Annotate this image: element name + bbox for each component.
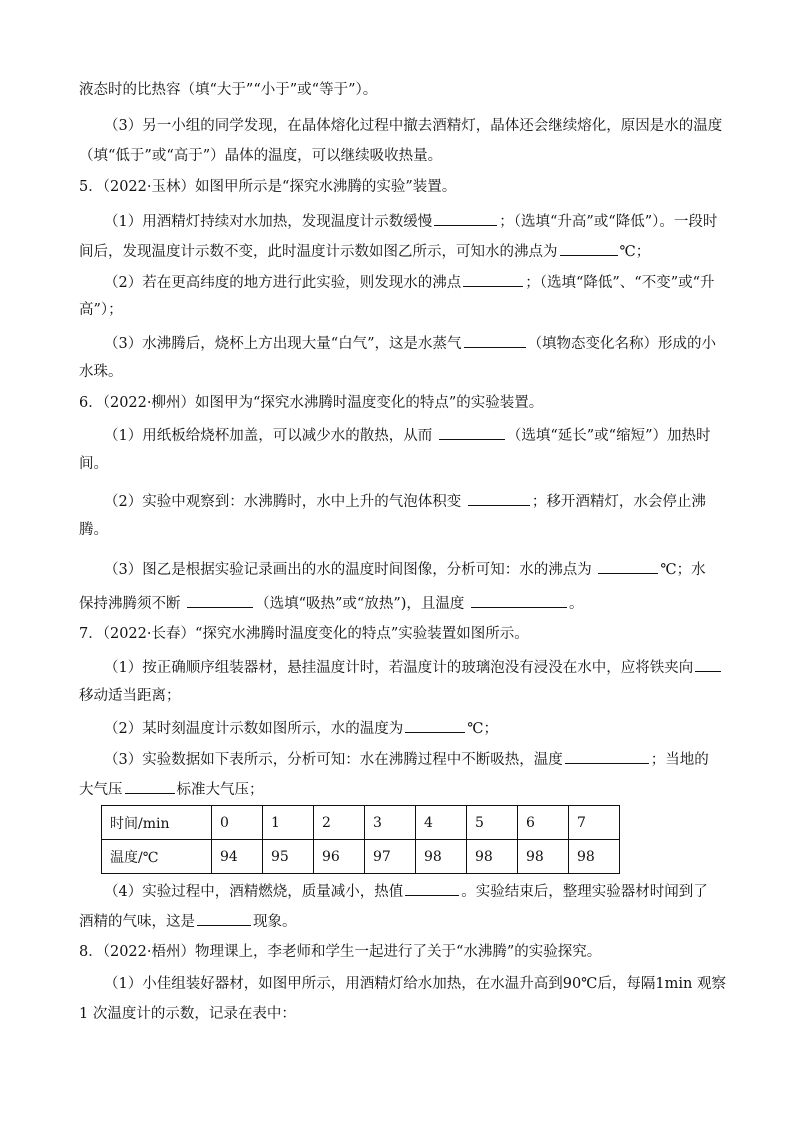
text-line (104, 748, 709, 770)
text-segment: （1）用纸板给烧杯加盖，可以减少水的散热，从而 (104, 428, 437, 444)
text-line (79, 942, 601, 962)
text-line (79, 393, 543, 413)
table-cell: 97 (365, 840, 416, 874)
answer-blank[interactable] (125, 778, 175, 794)
answer-blank[interactable] (565, 748, 649, 764)
table-cell: 1 (263, 806, 314, 840)
table-header-cell: 温度/℃ (102, 840, 212, 874)
text-segment: （选填“吸热”或“放热”)，且温度 (255, 596, 470, 612)
answer-blank[interactable] (405, 717, 465, 733)
text-line (104, 490, 706, 512)
text-segment: 保持沸腾须不断 (79, 596, 186, 612)
text-segment: （2）若在更高纬度的地方进行此实验，则发现水的沸点 (104, 275, 462, 291)
text-line (79, 592, 584, 614)
boiling-data-table (101, 805, 620, 874)
text-line (104, 717, 498, 739)
text-segment: （4）实验过程中，酒精燃烧，质量减小，热值 (104, 884, 404, 900)
text-segment: ；移开酒精灯，水会停止沸 (531, 494, 706, 510)
text-segment: 腾。 (79, 522, 108, 538)
text-segment: 水珠。 (79, 364, 123, 380)
table-cell: 98 (416, 840, 467, 874)
text-segment: （3）另一小组的同学发现，在晶体熔化过程中撤去酒精灯，晶体还会继续熔化，原因是水的温度 (104, 118, 723, 134)
text-segment: （2）实验中观察到：水沸腾时，水中上升的气泡体积变 (104, 494, 466, 510)
text-segment: ℃； (467, 721, 498, 737)
text-segment: 6．（2022·柳州）如图甲为“探究水沸腾时温度变化的特点”的实验装置。 (79, 395, 544, 411)
text-line (104, 974, 726, 994)
text-line (79, 520, 108, 540)
table-header-cell: 时间/min (102, 806, 212, 840)
text-line (104, 656, 723, 678)
text-line (79, 80, 377, 100)
answer-blank[interactable] (695, 656, 721, 672)
text-segment: ℃；水 (660, 562, 706, 578)
text-segment: （2）某时刻温度计示数如图所示，水的温度为 (104, 721, 404, 737)
text-line (79, 910, 297, 932)
table-cell: 95 (263, 840, 314, 874)
table-cell: 2 (314, 806, 365, 840)
text-segment: ；当地的 (650, 752, 709, 768)
answer-blank[interactable] (560, 240, 618, 256)
answer-blank[interactable] (197, 910, 251, 926)
answer-blank[interactable] (439, 424, 505, 440)
table-cell: 98 (467, 840, 518, 874)
answer-blank[interactable] (598, 558, 658, 574)
answer-blank[interactable] (187, 592, 253, 608)
text-line (79, 146, 442, 166)
text-line (79, 1004, 296, 1024)
text-line (104, 210, 717, 232)
table-row (102, 840, 620, 874)
text-line (104, 880, 708, 902)
text-line (79, 454, 108, 474)
table-row (102, 806, 620, 840)
text-segment: 标准大气压； (176, 782, 264, 798)
table-cell: 98 (569, 840, 620, 874)
text-segment: （1）小佳组装好器材，如图甲所示，用酒精灯给水加热，在水温升高到90℃后，每隔1min 观察 (104, 976, 726, 992)
text-segment: （3）图乙是根据实验记录画出的水的温度时间图像，分析可知：水的沸点为 (104, 562, 597, 578)
text-line (104, 424, 711, 446)
text-line (104, 271, 715, 293)
table-cell: 3 (365, 806, 416, 840)
text-segment: 高”）； (79, 302, 123, 318)
text-segment: 间后，发现温度计示数不变，此时温度计示数如图乙所示，可知水的沸点为 (79, 244, 558, 260)
text-line (104, 332, 716, 354)
text-line (79, 240, 650, 262)
text-line (79, 778, 264, 800)
text-segment: 大气压 (79, 782, 123, 798)
answer-blank[interactable] (464, 332, 526, 348)
text-segment: 移动适当距离； (79, 688, 181, 704)
table-cell: 98 (518, 840, 569, 874)
answer-blank[interactable] (405, 880, 459, 896)
text-segment: （填“低于”或“高于”）晶体的温度，可以继续吸收热量。 (79, 148, 443, 164)
text-segment: 酒精的气味，这是 (79, 914, 195, 930)
text-segment: ；（选填“升高”或“降低”）。一段时 (499, 214, 718, 230)
text-segment: 间。 (79, 456, 108, 472)
table-cell: 96 (314, 840, 365, 874)
text-line (104, 116, 722, 136)
table-cell: 94 (212, 840, 263, 874)
table-cell: 4 (416, 806, 467, 840)
text-segment: 7．（2022·长春）“探究水沸腾时温度变化的特点”实验装置如图所示。 (79, 626, 529, 642)
text-segment: （填物态变化名称）形成的小 (527, 336, 717, 352)
text-line (79, 177, 456, 197)
text-line (79, 686, 181, 706)
text-line (79, 300, 123, 320)
text-segment: ；（选填“降低”、“不变”或“升 (525, 275, 715, 291)
answer-blank[interactable] (471, 592, 567, 608)
text-line (104, 558, 706, 580)
text-segment: （1）按正确顺序组装器材，悬挂温度计时，若温度计的玻璃泡没有浸没在水中，应将铁夹向 (104, 660, 694, 676)
text-line (79, 362, 123, 382)
text-segment: 。 (569, 596, 584, 612)
table-cell: 0 (212, 806, 263, 840)
text-segment: （1）用酒精灯持续对水加热，发现温度计示数缓慢 (104, 214, 433, 230)
text-segment: 现象。 (253, 914, 297, 930)
table-cell: 5 (467, 806, 518, 840)
text-segment: （选填“延长”或“缩短”）加热时 (506, 428, 711, 444)
answer-blank[interactable] (463, 271, 523, 287)
text-segment: 1 次温度计的示数，记录在表中： (79, 1006, 296, 1022)
answer-blank[interactable] (468, 490, 530, 506)
text-segment: 8．（2022·梧州）物理课上，李老师和学生一起进行了关于“水沸腾”的实验探究。 (79, 944, 602, 960)
text-segment: （3）实验数据如下表所示，分析可知：水在沸腾过程中不断吸热，温度 (104, 752, 563, 768)
table-cell: 7 (569, 806, 620, 840)
answer-blank[interactable] (434, 210, 497, 226)
text-segment: （3）水沸腾后，烧杯上方出现大量“白气”，这是水蒸气 (104, 336, 462, 352)
table-cell: 6 (518, 806, 569, 840)
text-segment: 液态时的比热容（填“大于”“小于”或“等于”）。 (79, 82, 378, 98)
text-segment: 5．（2022·玉林）如图甲所示是“探究水沸腾的实验”装置。 (79, 179, 457, 195)
text-line (79, 624, 529, 644)
text-segment: 。实验结束后，整理实验器材时闻到了 (461, 884, 708, 900)
text-segment: ℃； (619, 244, 651, 260)
